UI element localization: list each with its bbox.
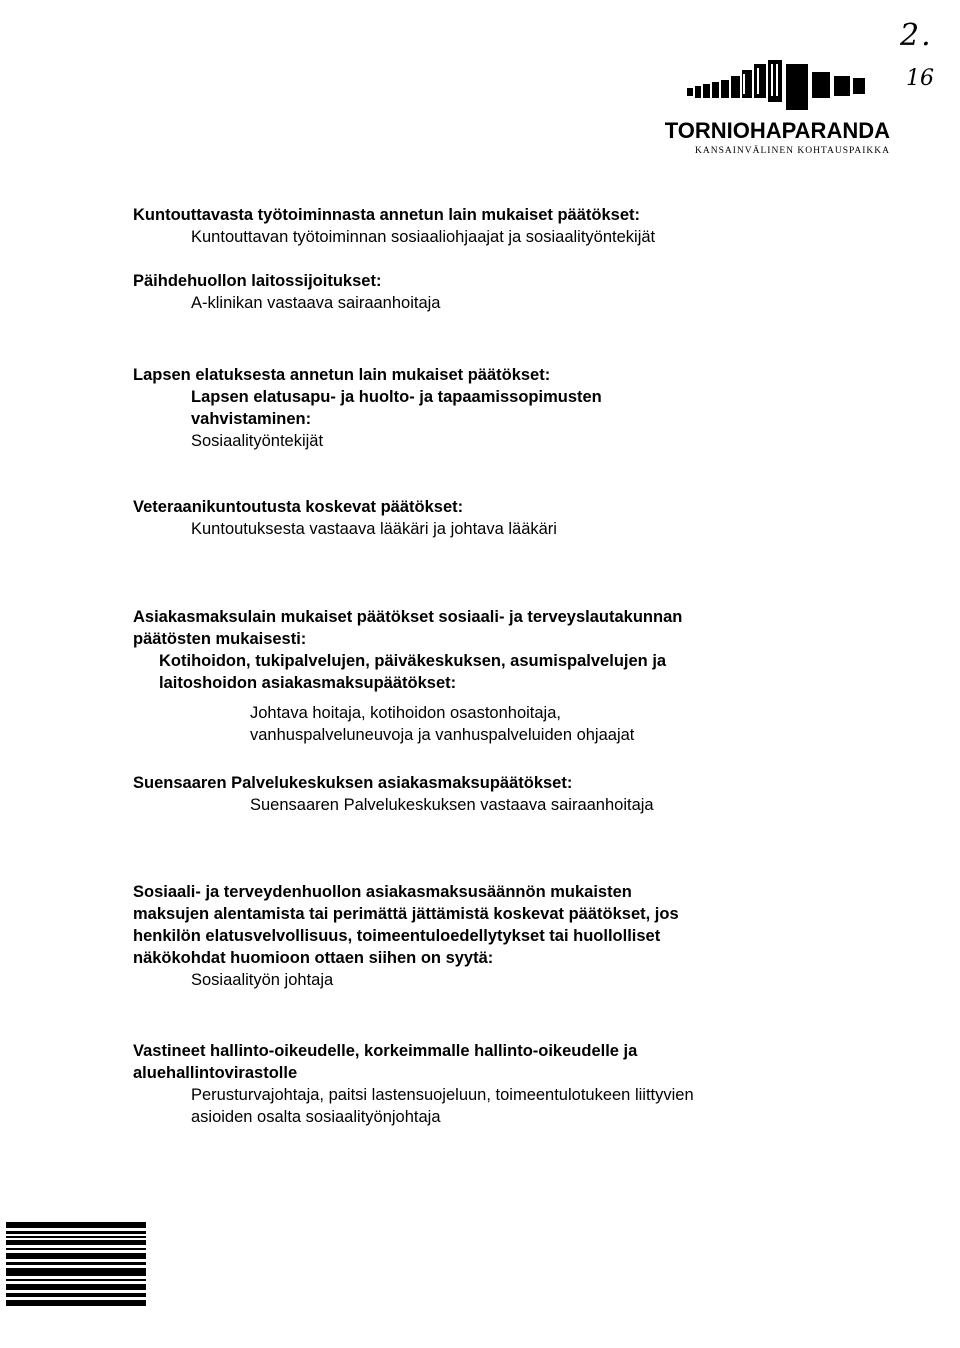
section-heading: Suensaaren Palvelukeskuksen asiakasmaksupäätökset: bbox=[133, 774, 573, 792]
section-heading: Kuntouttavasta työtoiminnasta annetun lain mukaiset päätökset: bbox=[133, 206, 641, 224]
section-subheading: laitoshoidon asiakasmaksupäätökset: bbox=[159, 674, 457, 692]
section-text: Perusturvajohtaja, paitsi lastensuojeluun, toimeentulotukeen liittyvien bbox=[191, 1086, 694, 1104]
logo-bars-icon bbox=[687, 58, 887, 110]
logo-name: TORNIOHAPARANDA bbox=[664, 118, 890, 143]
section-text: vanhuspalveluneuvoja ja vanhuspalveluiden ohjaajat bbox=[250, 726, 635, 744]
section-veteran-rehab bbox=[133, 496, 557, 540]
section-heading: henkilön elatusvelvollisuus, toimeentuloedellytykset tai huollolliset bbox=[133, 927, 661, 945]
section-rehabilitative-work bbox=[133, 204, 655, 248]
handwritten-page-mark: 2. bbox=[900, 18, 933, 53]
section-heading: Asiakasmaksulain mukaiset päätökset sosiaali- ja terveyslautakunnan bbox=[133, 608, 683, 626]
section-heading: Vastineet hallinto-oikeudelle, korkeimmalle hallinto-oikeudelle ja bbox=[133, 1042, 638, 1060]
section-child-support bbox=[133, 364, 602, 452]
section-heading: Päihdehuollon laitossijoitukset: bbox=[133, 272, 382, 290]
section-court-responses bbox=[133, 1040, 694, 1128]
section-text: Suensaaren Palvelukeskuksen vastaava sairaanhoitaja bbox=[250, 796, 654, 814]
section-heading: aluehallintovirastolle bbox=[133, 1064, 298, 1082]
section-text: Kuntoutuksesta vastaava lääkäri ja johtava lääkäri bbox=[191, 520, 557, 538]
section-subheading: Lapsen elatusapu- ja huolto- ja tapaamissopimusten bbox=[191, 388, 602, 406]
section-heading: näkökohdat huomioon ottaen siihen on syytä: bbox=[133, 949, 494, 967]
section-heading: Lapsen elatuksesta annetun lain mukaiset päätökset: bbox=[133, 366, 551, 384]
section-subheading: Kotihoidon, tukipalvelujen, päiväkeskuksen, asumispalvelujen ja bbox=[159, 652, 667, 670]
handwritten-number: 16 bbox=[906, 66, 934, 91]
barcode-icon bbox=[6, 1222, 146, 1306]
section-text: Kuntouttavan työtoiminnan sosiaaliohjaajat ja sosiaalityöntekijät bbox=[191, 228, 656, 246]
section-text: Johtava hoitaja, kotihoidon osastonhoitaja, bbox=[250, 704, 561, 722]
section-subheading: vahvistaminen: bbox=[191, 410, 312, 428]
section-text: Sosiaalityöntekijät bbox=[191, 432, 324, 450]
section-fee-reduction bbox=[133, 881, 679, 991]
section-substance-abuse bbox=[133, 270, 440, 314]
section-suensaari-fees bbox=[133, 772, 654, 816]
section-text: Sosiaalityön johtaja bbox=[191, 971, 334, 989]
section-heading: Veteraanikuntoutusta koskevat päätökset: bbox=[133, 498, 464, 516]
section-text: A-klinikan vastaava sairaanhoitaja bbox=[191, 294, 441, 312]
section-heading: päätösten mukaisesti: bbox=[133, 630, 307, 648]
section-text: asioiden osalta sosiaalityönjohtaja bbox=[191, 1108, 441, 1126]
section-heading: Sosiaali- ja terveydenhuollon asiakasmaksusäännön mukaisten bbox=[133, 883, 632, 901]
section-client-fees bbox=[133, 606, 682, 746]
logo-tagline: KANSAINVÄLINEN KOHTAUSPAIKKA bbox=[695, 146, 890, 156]
section-heading: maksujen alentamista tai perimättä jättämistä koskevat päätökset, jos bbox=[133, 905, 679, 923]
